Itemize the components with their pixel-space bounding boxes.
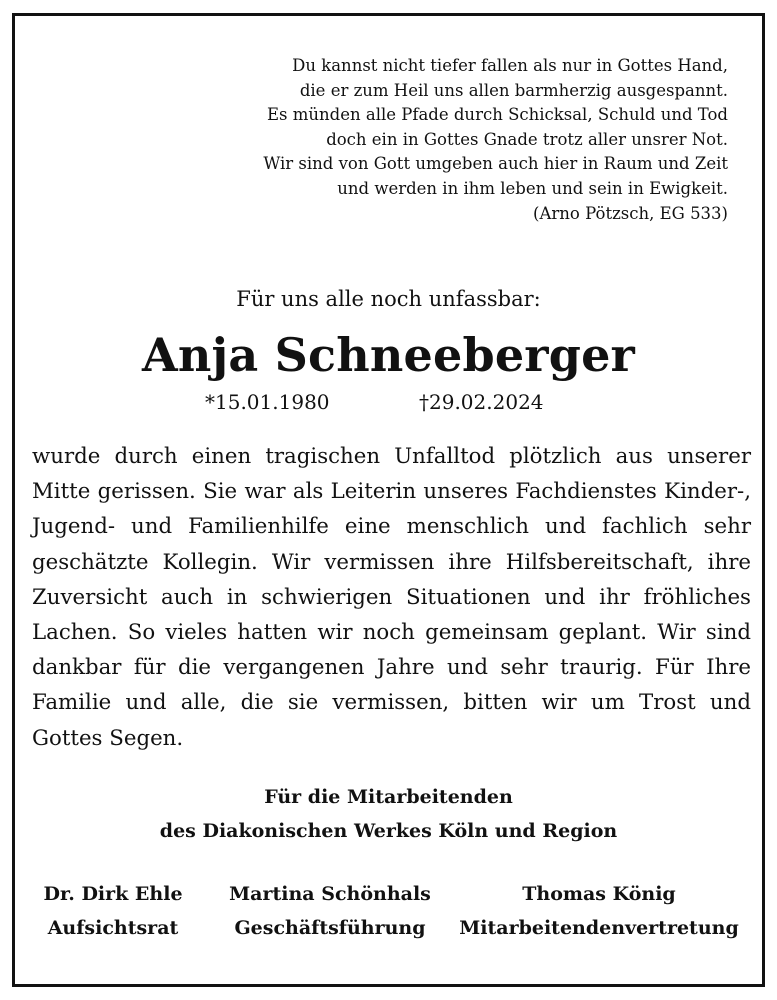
poem-line: Es münden alle Pfade durch Schicksal, Schuld und Tod xyxy=(267,105,728,125)
deceased-name: Anja Schneeberger xyxy=(142,328,635,382)
intro-line: Für uns alle noch unfassbar: xyxy=(236,287,541,311)
signoff-organization: des Diakonischen Werkes Köln und Region xyxy=(159,820,618,842)
death-date: †29.02.2024 xyxy=(419,390,544,414)
birth-date: *15.01.1980 xyxy=(205,390,330,414)
poem-quote xyxy=(263,54,728,226)
signatory-role: Geschäftsführung xyxy=(234,917,426,939)
poem-source: (Arno Pötzsch, EG 533) xyxy=(533,203,728,223)
signatory-role: Mitarbeitendenvertretung xyxy=(459,917,739,939)
poem-line: Wir sind von Gott umgeben auch hier in Raum und Zeit xyxy=(263,154,728,174)
tribute-text: wurde durch einen tragischen Unfalltod plötzlich aus unserer Mitte gerissen. Sie war als Leiterin unseres Fachdienstes Kinder-, Jugend- und Familienhilfe eine menschlich und fachlich sehr geschätzte Kollegin. Wir vermissen ihre Hilfsbereitschaft, ihre Zuversicht auch in schwierigen Situationen und ihr fröhliches Lachen. So vieles hatten wir noch gemeinsam geplant. Wir sind dankbar für die vergangenen Jahre und sehr traurig. Für Ihre Familie und alle, die sie vermissen, bitten wir um Trost und Gottes Segen. xyxy=(32,444,751,751)
poem-line: doch ein in Gottes Gnade trotz aller unsrer Not. xyxy=(326,129,728,149)
poem-line: die er zum Heil uns allen barmherzig ausgespannt. xyxy=(299,80,728,100)
signoff-line: Für die Mitarbeitenden xyxy=(264,786,513,808)
obituary-notice xyxy=(12,13,765,987)
signatory xyxy=(449,877,749,945)
signoff xyxy=(15,780,762,848)
signatory xyxy=(43,877,183,945)
signatory-role: Aufsichtsrat xyxy=(47,917,179,939)
poem-line: und werden in ihm leben und sein in Ewigkeit. xyxy=(337,178,728,198)
signatory xyxy=(215,877,445,945)
signatory-name: Dr. Dirk Ehle xyxy=(43,883,183,905)
signatory-name: Thomas König xyxy=(522,883,676,905)
signatory-name: Martina Schönhals xyxy=(229,883,431,905)
poem-line: Du kannst nicht tiefer fallen als nur in Gottes Hand, xyxy=(292,56,728,75)
